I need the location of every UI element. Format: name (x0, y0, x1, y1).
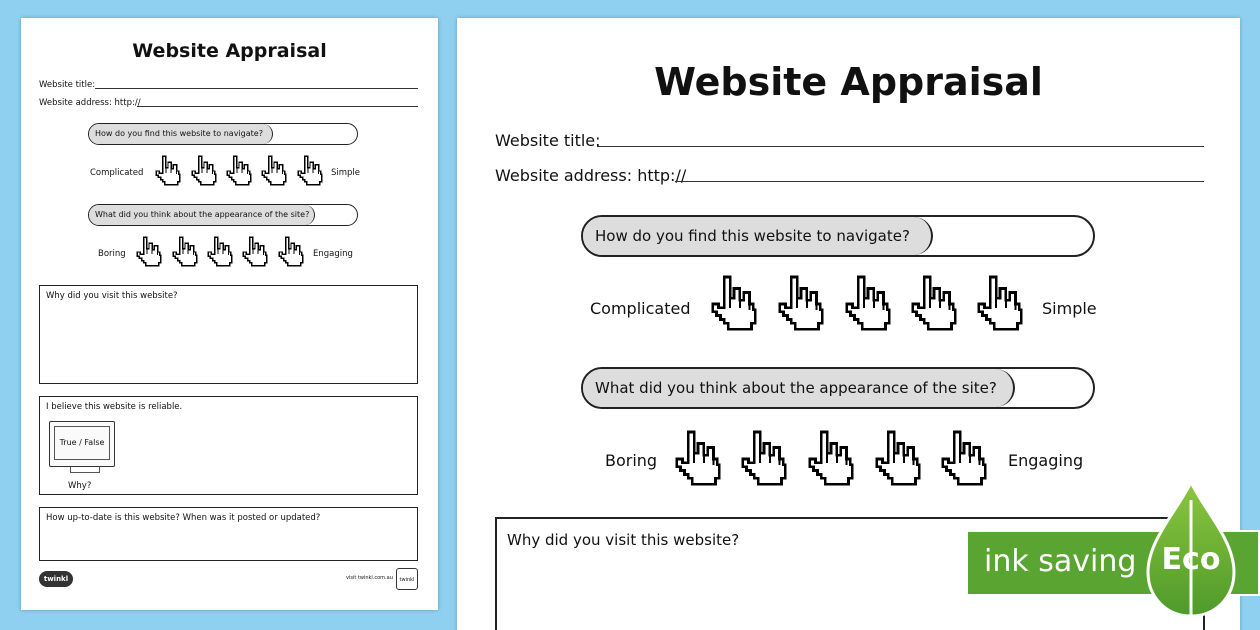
pointing-hand-icon[interactable] (242, 236, 268, 268)
pointing-hand-icon[interactable] (297, 155, 323, 187)
worksheet-title: Website Appraisal (132, 40, 327, 62)
up-to-date-label: How up-to-date is this website? When was it posted or updated? (46, 513, 321, 523)
question-2-bar (88, 204, 358, 226)
pointing-hand-icon[interactable] (976, 275, 1024, 333)
true-false-text: True / False (54, 426, 110, 460)
pointing-hand-icon[interactable] (226, 155, 252, 187)
q1-high-label: Simple (1042, 299, 1097, 318)
question-2-text: What did you think about the appearance of the site? (89, 205, 315, 225)
q1-high-label: Simple (331, 168, 361, 178)
pointing-hand-icon[interactable] (155, 155, 181, 187)
question-1-text: How do you find this website to navigate? (89, 124, 273, 144)
question-1-bar (88, 123, 358, 145)
question-2-bar (581, 367, 1095, 409)
why-label: Why? (68, 481, 92, 491)
website-title-line (597, 146, 1204, 147)
pointing-hand-icon[interactable] (874, 430, 922, 488)
q1-low-label: Complicated (90, 168, 144, 178)
pointing-hand-icon[interactable] (940, 430, 988, 488)
up-to-date-box[interactable] (39, 507, 418, 561)
visit-reason-label: Why did you visit this website? (46, 291, 178, 301)
worksheet-preview-small (21, 18, 438, 610)
q2-low-label: Boring (98, 249, 126, 259)
visit-reason-box[interactable] (39, 285, 418, 384)
website-address-line (675, 181, 1204, 182)
question-2-text: What did you think about the appearance of the site? (583, 369, 1015, 407)
website-address-label: Website address: http:// (39, 98, 141, 108)
question-1-text: How do you find this website to navigate? (583, 217, 933, 255)
monitor-icon (49, 421, 115, 467)
website-title-line (95, 88, 418, 89)
visit-reason-label: Why did you visit this website? (507, 531, 740, 549)
footer-text: visit twinkl.com.au (346, 575, 393, 581)
q2-high-label: Engaging (313, 249, 353, 259)
website-title-label: Website title: (39, 80, 96, 90)
pointing-hand-icon[interactable] (207, 236, 233, 268)
monitor-stand (70, 467, 100, 473)
pointing-hand-icon[interactable] (710, 275, 758, 333)
pointing-hand-icon[interactable] (777, 275, 825, 333)
website-address-line (137, 106, 418, 107)
pointing-hand-icon[interactable] (740, 430, 788, 488)
reliability-box[interactable] (39, 396, 418, 495)
pointing-hand-icon[interactable] (674, 430, 722, 488)
footer-badge: twinkl (396, 568, 418, 590)
worksheet-title: Website Appraisal (654, 60, 1043, 104)
ink-saving-text: ink saving (984, 544, 1137, 579)
eco-text: Eco (1161, 542, 1221, 577)
q1-low-label: Complicated (590, 299, 691, 318)
pointing-hand-icon[interactable] (278, 236, 304, 268)
eco-leaf-badge (1142, 480, 1240, 630)
pointing-hand-icon[interactable] (910, 275, 958, 333)
website-title-label: Website title: (495, 131, 601, 150)
q2-low-label: Boring (605, 451, 658, 470)
pointing-hand-icon[interactable] (136, 236, 162, 268)
pointing-hand-icon[interactable] (172, 236, 198, 268)
pointing-hand-icon[interactable] (191, 155, 217, 187)
twinkl-logo: twinkl (39, 571, 73, 587)
question-1-bar (581, 215, 1095, 257)
website-address-label: Website address: http:// (495, 166, 687, 185)
pointing-hand-icon[interactable] (261, 155, 287, 187)
pointing-hand-icon[interactable] (807, 430, 855, 488)
q2-high-label: Engaging (1008, 451, 1084, 470)
reliability-label: I believe this website is reliable. (46, 402, 183, 412)
pointing-hand-icon[interactable] (844, 275, 892, 333)
